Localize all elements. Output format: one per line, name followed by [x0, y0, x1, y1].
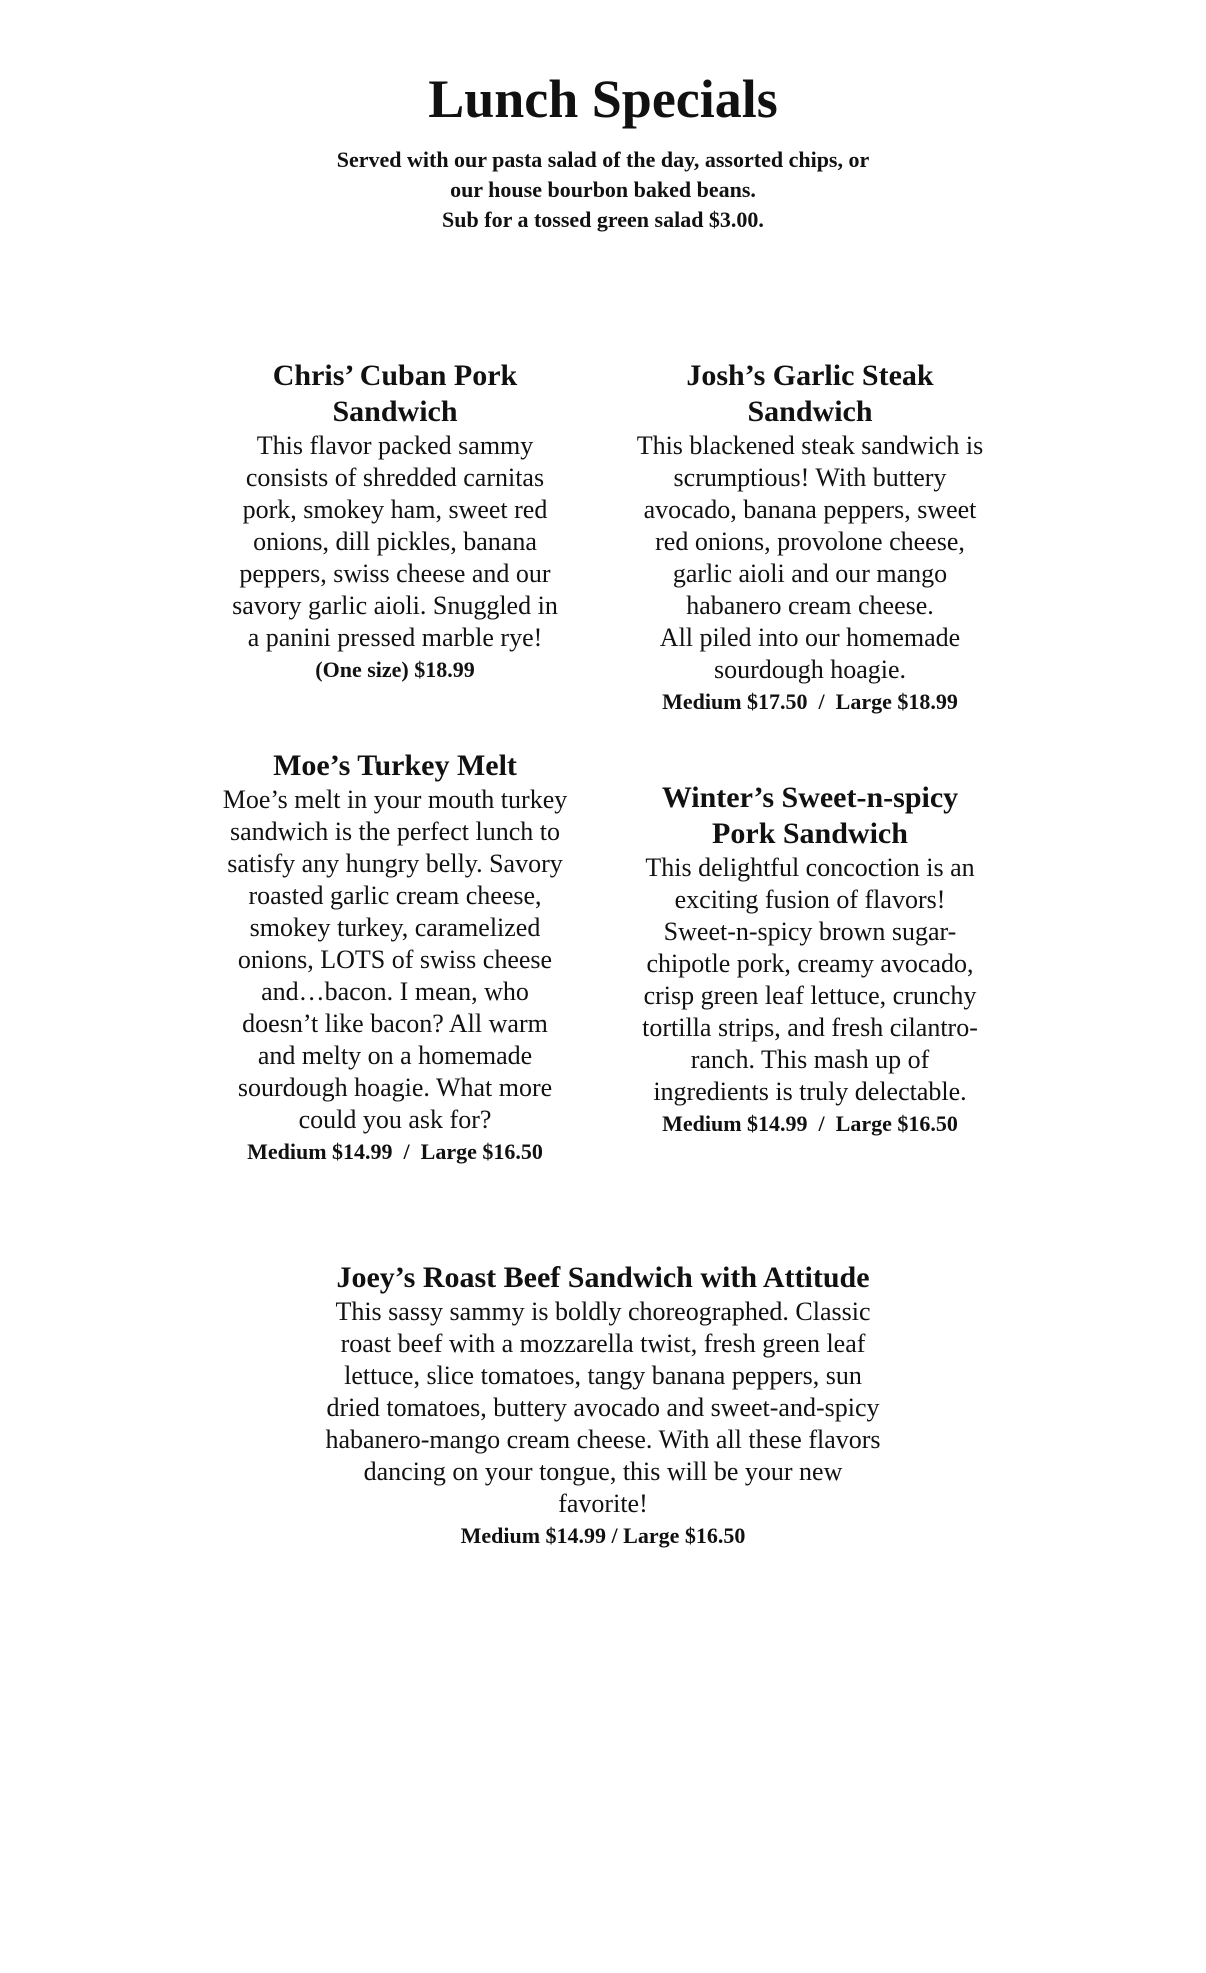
item-desc-line: smokey turkey, caramelized	[249, 913, 541, 942]
menu-item-cuban-pork	[195, 358, 595, 686]
subtitle-line: Served with our pasta salad of the day, assorted chips, or	[336, 147, 870, 172]
item-desc-line: ingredients is truly delectable.	[653, 1077, 967, 1106]
item-desc-line: This blackened steak sandwich is	[636, 431, 984, 460]
item-name	[303, 1260, 903, 1296]
menu-item-roast-beef	[303, 1260, 903, 1552]
item-desc-line: red onions, provolone cheese,	[655, 527, 965, 556]
item-desc-line: dancing on your tongue, this will be your new	[363, 1457, 843, 1486]
item-name-line: Josh’s Garlic Steak	[686, 359, 934, 392]
item-desc-line: and melty on a homemade	[257, 1041, 533, 1070]
item-desc-line: consists of shredded carnitas	[245, 463, 545, 492]
item-desc-line: Sweet-n-spicy brown sugar-	[663, 917, 957, 946]
item-desc-line: habanero-mango cream cheese. With all these flavors	[325, 1425, 881, 1454]
item-desc-line: onions, dill pickles, banana	[253, 527, 537, 556]
item-desc-line: exciting fusion of flavors!	[674, 885, 946, 914]
item-desc-line: could you ask for?	[298, 1105, 492, 1134]
subtitle-line: Sub for a tossed green salad $3.00.	[442, 207, 764, 232]
item-price: (One size) $18.99	[315, 657, 475, 682]
item-name-line: Winter’s Sweet-n-spicy	[661, 781, 959, 814]
item-name-line: Chris’ Cuban Pork	[272, 359, 518, 392]
item-desc-line: dried tomatoes, buttery avocado and sweet-and-spicy	[326, 1393, 880, 1422]
item-desc-line: sourdough hoagie. What more	[237, 1073, 553, 1102]
item-desc-line: crisp green leaf lettuce, crunchy	[643, 981, 977, 1010]
item-price: Medium $14.99 / Large $16.50	[662, 1111, 958, 1136]
menu-item-turkey-melt	[195, 748, 595, 1168]
item-desc-line: favorite!	[558, 1489, 648, 1518]
item-name-line: Moe’s Turkey Melt	[273, 749, 517, 782]
item-desc-line: garlic aioli and our mango	[672, 559, 948, 588]
item-desc-line: All piled into our homemade	[659, 623, 961, 652]
item-desc-line: This sassy sammy is boldly choreographed. Classic	[335, 1297, 871, 1326]
page-subtitle	[0, 145, 1206, 235]
item-name	[195, 748, 595, 784]
item-name	[605, 358, 1015, 430]
item-name-line: Pork Sandwich	[712, 817, 908, 850]
item-description	[195, 430, 595, 654]
item-desc-line: peppers, swiss cheese and our	[239, 559, 551, 588]
item-name	[605, 780, 1015, 852]
menu-item-garlic-steak	[605, 358, 1015, 718]
item-desc-line: ranch. This mash up of	[690, 1045, 930, 1074]
item-price: Medium $17.50 / Large $18.99	[662, 689, 958, 714]
item-desc-line: satisfy any hungry belly. Savory	[227, 849, 563, 878]
subtitle-line: our house bourbon baked beans.	[450, 177, 756, 202]
item-desc-line: Moe’s melt in your mouth turkey	[222, 785, 568, 814]
item-desc-line: pork, smokey ham, sweet red	[242, 495, 548, 524]
item-desc-line: avocado, banana peppers, sweet	[643, 495, 977, 524]
item-desc-line: a panini pressed marble rye!	[247, 623, 543, 652]
item-desc-line: savory garlic aioli. Snuggled in	[232, 591, 558, 620]
item-desc-line: sourdough hoagie.	[713, 655, 907, 684]
item-desc-line: onions, LOTS of swiss cheese	[237, 945, 553, 974]
page-title: Lunch Specials	[428, 69, 778, 129]
item-desc-line: sandwich is the perfect lunch to	[230, 817, 560, 846]
item-desc-line: tortilla strips, and fresh cilantro-	[642, 1013, 978, 1042]
item-desc-line: This flavor packed sammy	[256, 431, 534, 460]
item-desc-line: habanero cream cheese.	[686, 591, 934, 620]
item-name-line: Joey’s Roast Beef Sandwich with Attitude	[336, 1261, 870, 1294]
item-price: Medium $14.99 / Large $16.50	[460, 1523, 746, 1548]
item-description	[605, 430, 1015, 686]
menu-item-sweet-spicy-pork	[605, 780, 1015, 1140]
item-name-line: Sandwich	[747, 395, 873, 428]
item-desc-line: This delightful concoction is an	[645, 853, 975, 882]
item-desc-line: roasted garlic cream cheese,	[248, 881, 542, 910]
item-name	[195, 358, 595, 430]
item-desc-line: chipotle pork, creamy avocado,	[646, 949, 974, 978]
item-desc-line: and…bacon. I mean, who	[261, 977, 529, 1006]
item-desc-line: lettuce, slice tomatoes, tangy banana peppers, sun	[344, 1361, 862, 1390]
item-desc-line: roast beef with a mozzarella twist, fresh green leaf	[340, 1329, 866, 1358]
item-desc-line: scrumptious! With buttery	[673, 463, 947, 492]
item-description	[605, 852, 1015, 1108]
item-name-line: Sandwich	[332, 395, 458, 428]
item-price: Medium $14.99 / Large $16.50	[247, 1139, 543, 1164]
item-description	[303, 1296, 903, 1520]
item-desc-line: doesn’t like bacon? All warm	[242, 1009, 548, 1038]
item-description	[195, 784, 595, 1136]
